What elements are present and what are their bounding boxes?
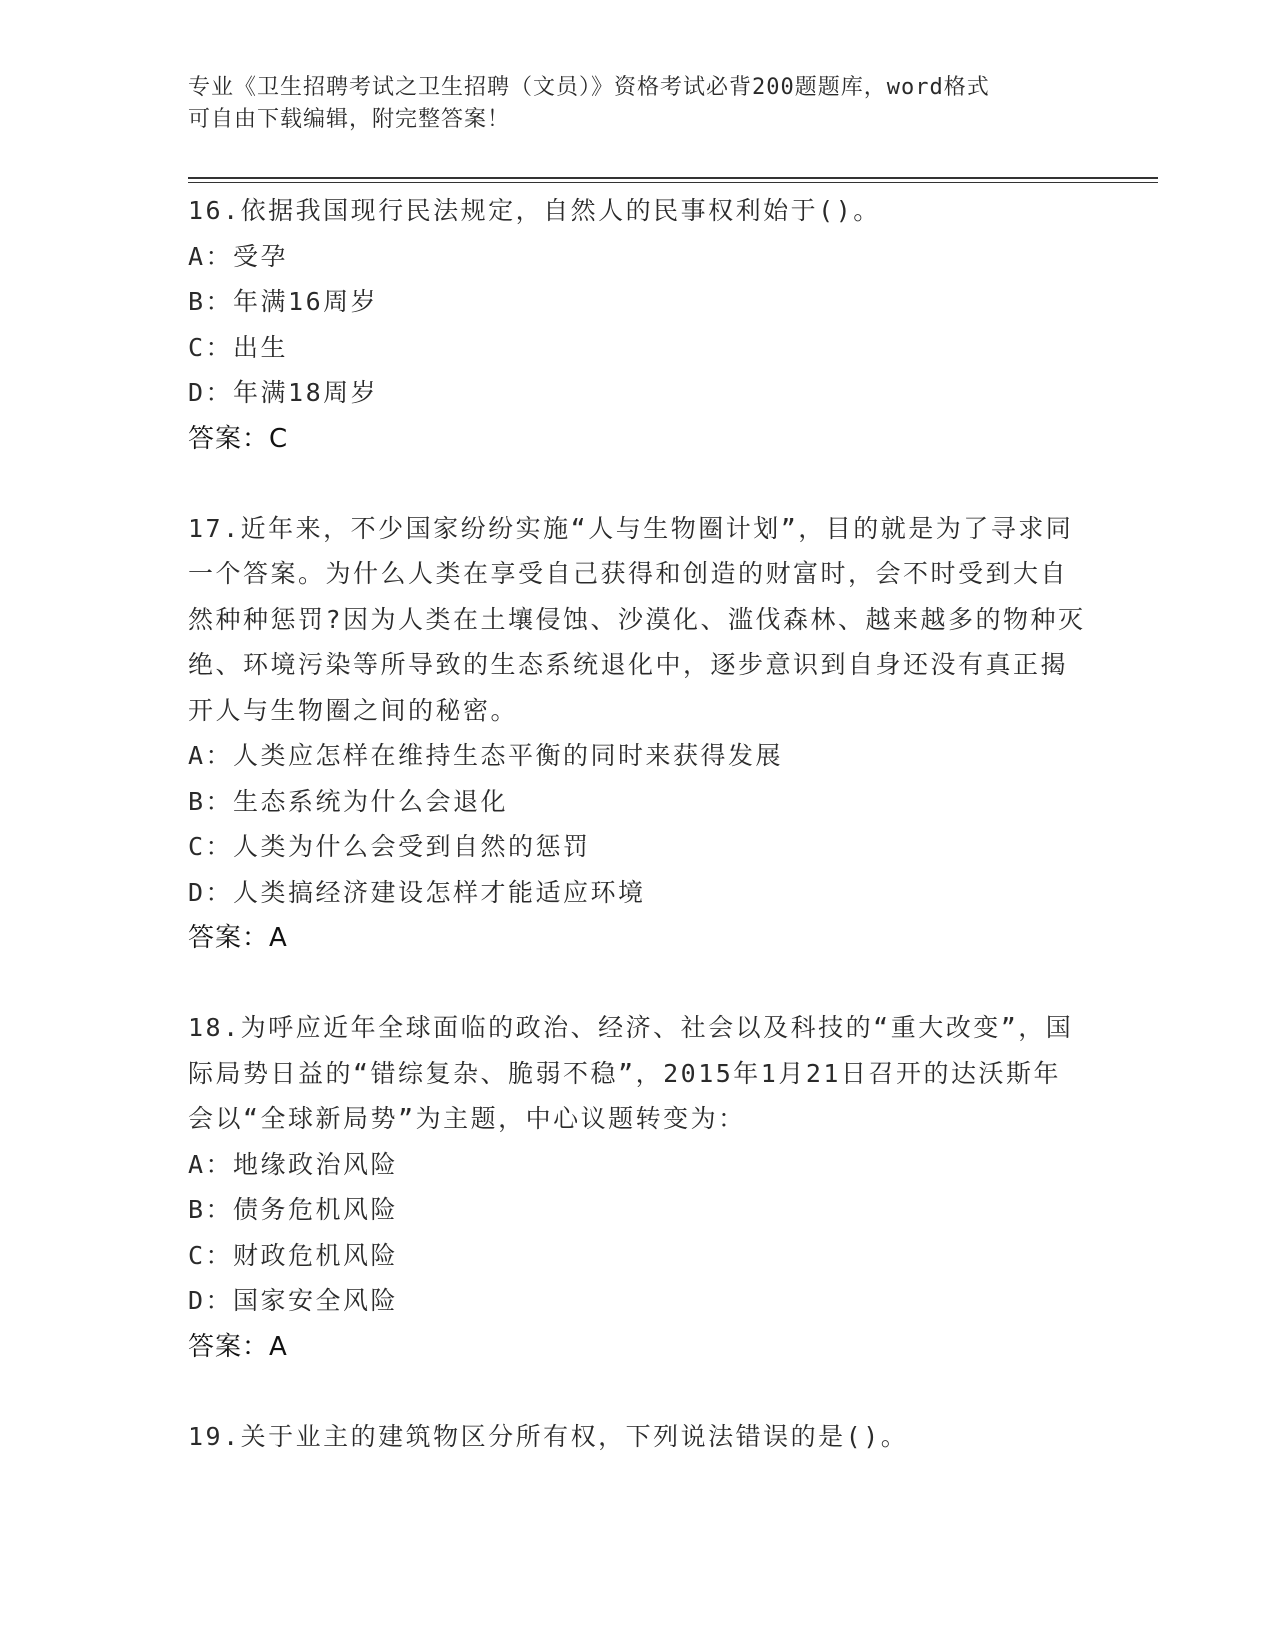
answer-line: 答案：A: [188, 923, 288, 953]
option-c: C：出生: [188, 332, 289, 362]
option-a: A：地缘政治风险: [188, 1149, 399, 1179]
option-c: C：人类为什么会受到自然的惩罚: [188, 832, 591, 861]
option-b: B：生态系统为什么会退化: [188, 786, 509, 816]
header-line-2: 可自由下载编辑，附完整答案！: [188, 107, 511, 132]
header-line-1: 专业《卫生招聘考试之卫生招聘（文员）》资格考试必背200题题库，word格式: [188, 75, 990, 100]
option-d: D：年满18周岁: [188, 378, 379, 407]
question-19: [188, 1414, 1088, 1460]
question-17: [188, 506, 1088, 962]
header-rule-thin: [188, 182, 1158, 183]
option-c: C：财政危机风险: [188, 1240, 399, 1270]
question-18: [188, 1005, 1088, 1370]
option-b: B：年满16周岁: [188, 287, 379, 316]
question-stem: 18.为呼应近年全球面临的政治、经济、社会以及科技的“重大改变”，国际局势日益的“错综复杂、脆弱不稳”，2015年1月21日召开的达沃斯年会以“全球新局势”为主题，中心议题转变为：: [188, 1013, 1074, 1133]
option-d: D：国家安全风险: [188, 1286, 399, 1315]
option-a: A：受孕: [188, 241, 289, 271]
option-a: A：人类应怎样在维持生态平衡的同时来获得发展: [188, 741, 784, 770]
answer-line: 答案：A: [188, 1331, 288, 1362]
option-d: D：人类搞经济建设怎样才能适应环境: [188, 877, 646, 907]
question-list: [188, 188, 1088, 1503]
answer-line: 答案：C: [188, 423, 289, 454]
question-16: [188, 188, 1088, 462]
question-stem: 17.近年来，不少国家纷纷实施“人与生物圈计划”，目的就是为了寻求同一个答案。为什么人类在享受自己获得和创造的财富时，会不时受到大自然种种惩罚?因为人类在土壤侵蚀、沙漠化、滥伐森林、越来越多的物种灭绝、环境污染等所导致的生态系统退化中，逐步意识到自身还没有真正揭开人与生物圈之间的秘密。: [188, 513, 1086, 725]
header-rule-thick: [188, 177, 1158, 179]
document-header: [188, 72, 1088, 136]
option-b: B：债务危机风险: [188, 1195, 399, 1224]
question-stem: 16.依据我国现行民法规定，自然人的民事权利始于()。: [188, 196, 881, 225]
question-stem: 19.关于业主的建筑物区分所有权，下列说法错误的是()。: [188, 1421, 909, 1451]
